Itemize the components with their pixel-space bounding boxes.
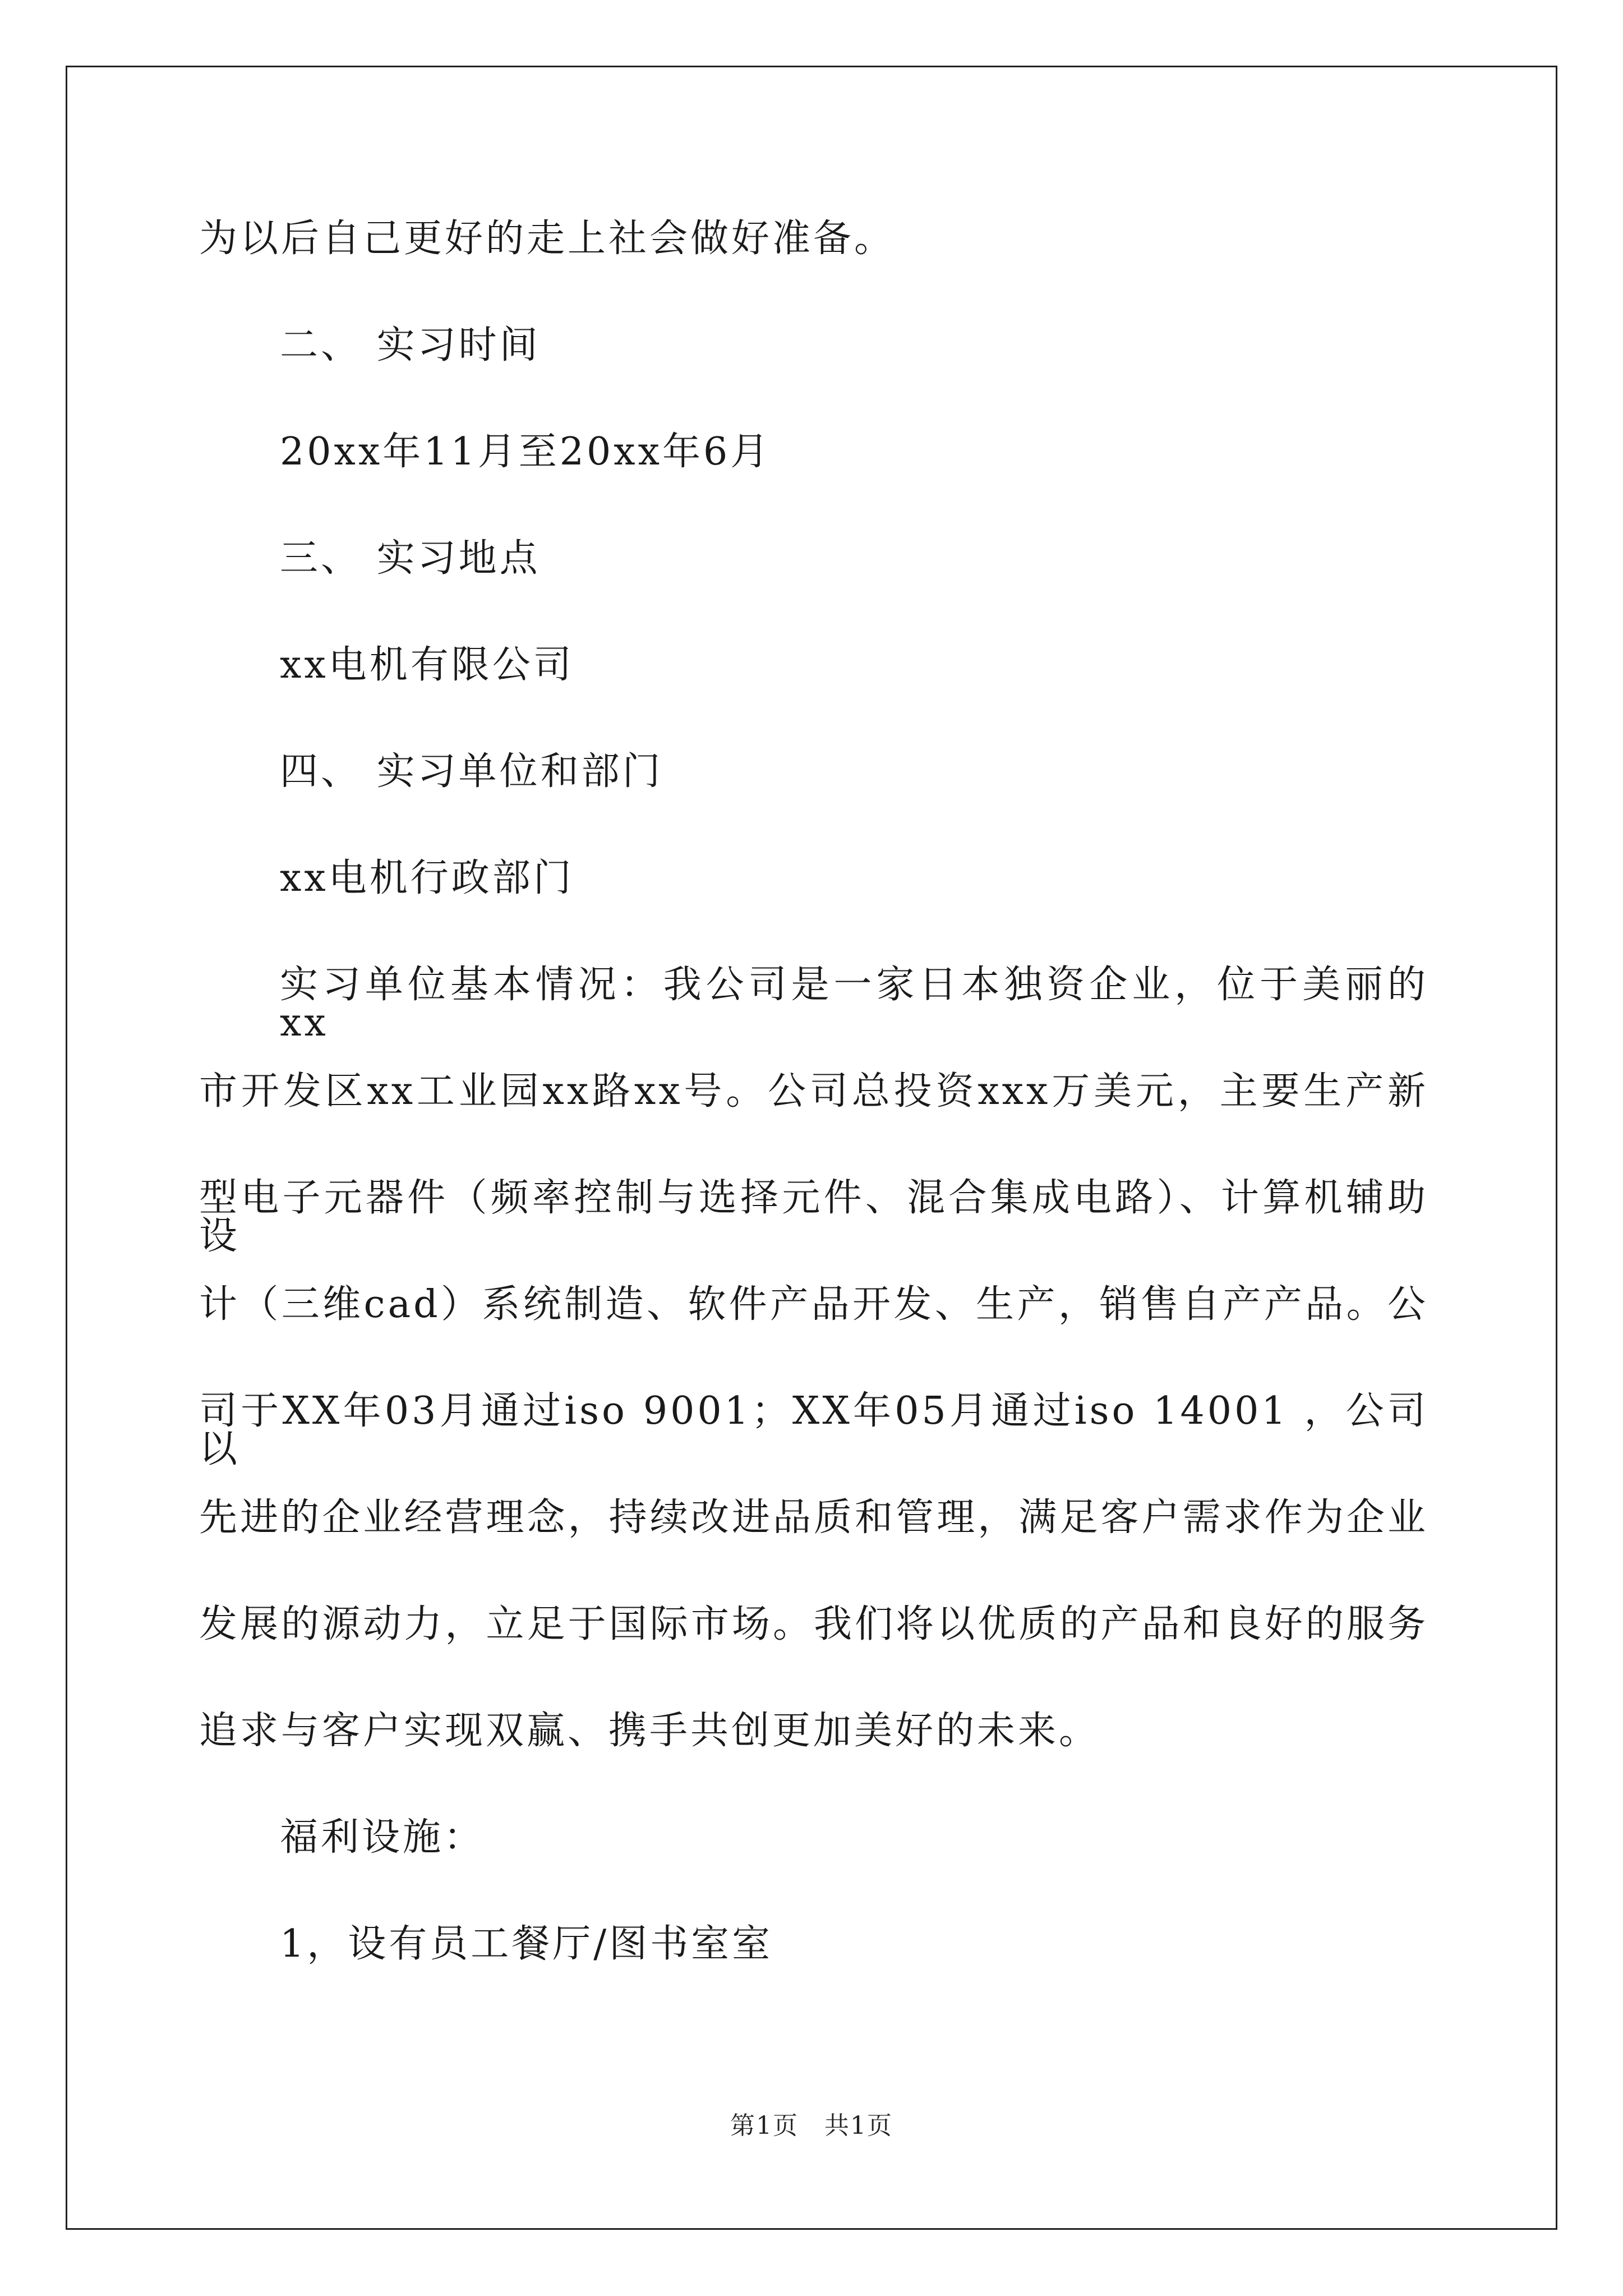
paragraph-line: xx电机有限公司 [280,643,574,687]
section-heading: 三、 实习地点 [280,536,541,581]
paragraph-line: 市开发区xx工业园xx路xx号。公司总投资xxx万美元，主要生产新 [199,1069,1428,1114]
paragraph-line: 司于XX年03月通过iso 9001；XX年05月通过iso 14001 ，公司以 [199,1389,1428,1471]
page-number-footer: 第1页 共1页 [730,2111,893,2140]
paragraph-line: 20xx年11月至20xx年6月 [280,430,772,474]
document-body [199,217,1428,2032]
paragraph-line: 型电子元器件（频率控制与选择元件、混合集成电路）、计算机辅助设 [199,1176,1428,1258]
paragraph-line: 追求与客户实现双赢、携手共创更加美好的未来。 [199,1709,1100,1753]
paragraph-line: 实习单位基本情况：我公司是一家日本独资企业，位于美丽的xx [280,963,1428,1045]
paragraph-line: xx电机行政部门 [280,856,574,900]
section-heading: 四、 实习单位和部门 [280,749,663,794]
paragraph-line: 1，设有员工餐厅/图书室室 [280,1922,773,1966]
section-heading: 二、 实习时间 [280,323,541,367]
paragraph-line: 为以后自己更好的走上社会做好准备。 [199,217,896,261]
paragraph-line: 发展的源动力，立足于国际市场。我们将以优质的产品和良好的服务 [199,1602,1428,1646]
paragraph-line: 福利设施： [280,1815,485,1860]
paragraph-line: 计（三维cad）系统制造、软件产品开发、生产，销售自产产品。公 [199,1282,1428,1327]
paragraph-line: 先进的企业经营理念，持续改进品质和管理，满足客户需求作为企业 [199,1496,1428,1540]
